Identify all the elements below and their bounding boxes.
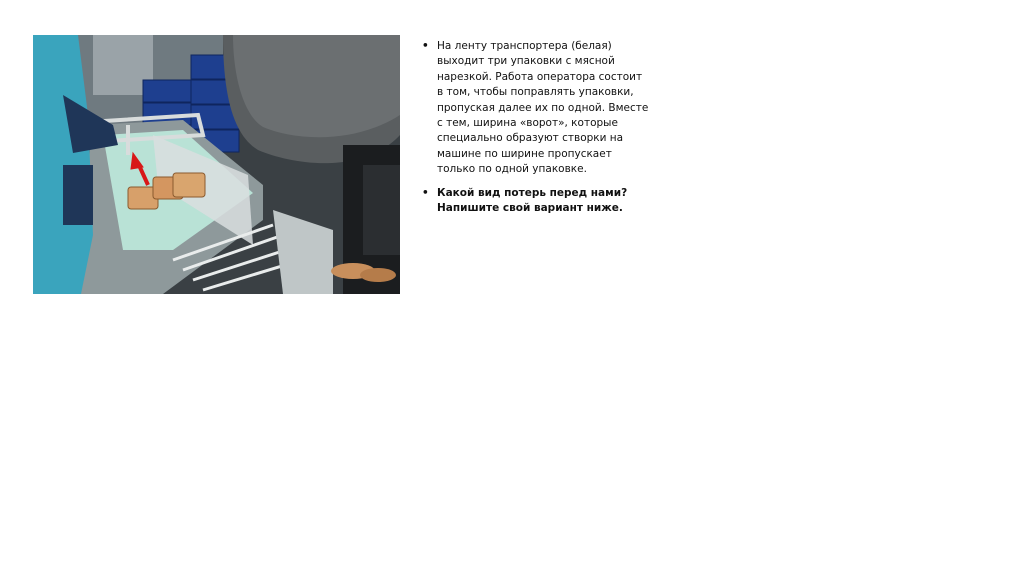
slide-text: [420, 39, 650, 224]
bullet-text: На ленту транспортера (белая) выходит три упаковки с мясной нарезкой. Работа оператора состоит в том, чтобы поправлять упаковки, пропуская далее их по одной. Вместе с тем, ширина «ворот», которые специально образуют створки на машине по ширине пропускает только по одной упаковке.: [437, 40, 649, 176]
bullet-question: [420, 186, 650, 217]
conveyor-illustration: [33, 35, 400, 294]
bullet-marker: •: [422, 40, 429, 52]
bullet-marker: •: [422, 186, 429, 199]
conveyor-photo: [33, 35, 400, 294]
bullet-description: [420, 39, 650, 178]
bullet-text: Какой вид потерь перед нами? Напишите свой вариант ниже.: [437, 186, 628, 215]
